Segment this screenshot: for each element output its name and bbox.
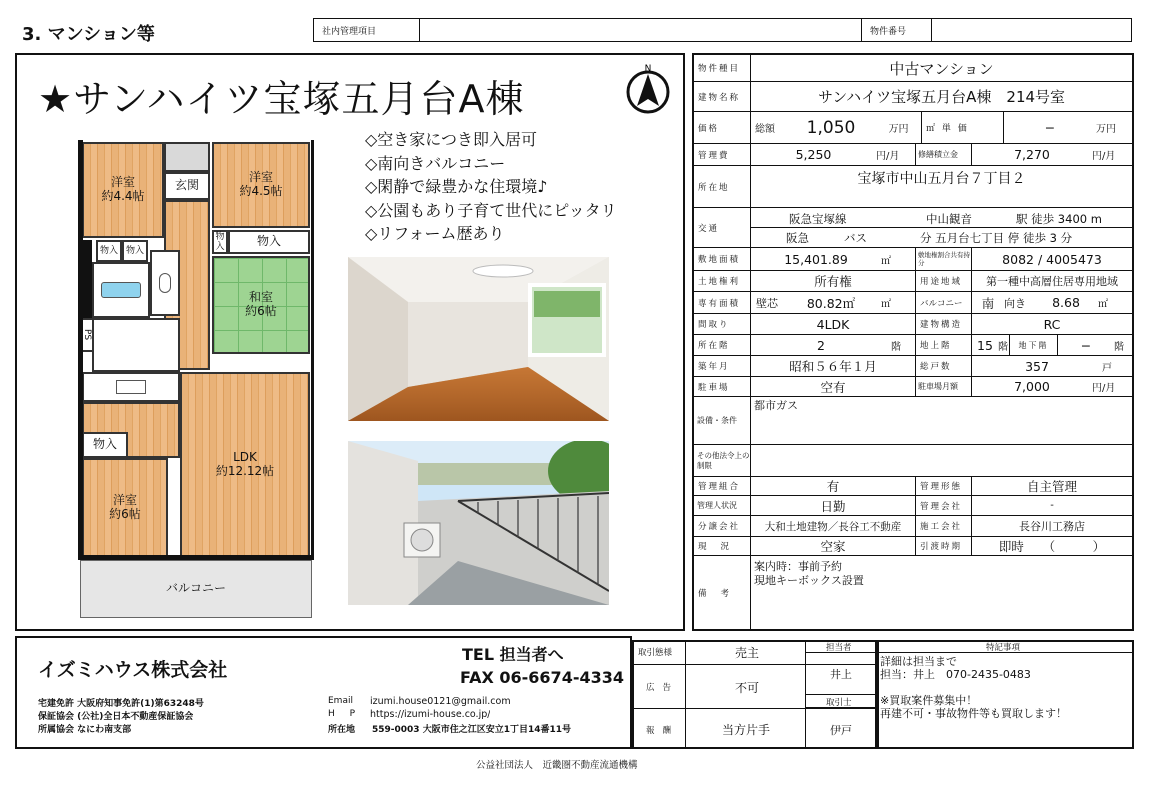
legal-label: その他法令上の制限 [694,445,751,476]
floor-area-prefix: 壁芯 [756,296,778,310]
zoning-value: 第一種中高層住居専用地域 [986,275,1118,288]
site-area-label: 敷地面積 [694,248,751,270]
association-text: 所属協会 なにわ南支部 [38,725,132,735]
status-label: 現況 [694,537,751,555]
above-label: 地上階 [916,335,972,355]
facility-value: 都市ガス [754,399,798,412]
balcony: バルコニー [80,560,312,618]
units-label: 総戸数 [916,356,972,376]
company-name: イズミハウス株式会社 [38,659,228,681]
row-address [694,166,1132,208]
price-unit: 万円 [876,112,922,143]
deal-divider-2 [632,708,877,709]
remarks-line2: 現地キーボックス設置 [754,574,864,587]
mgmt-fee-value: 5,250 [795,147,832,162]
row-remarks [694,556,1132,629]
transport1-line: 阪急宝塚線 [789,212,847,226]
storage-left: 物入 [82,432,128,458]
highlight-item: ◇公園もあり子育て世代にピッタリ [365,200,617,220]
site-area-unit: ㎡ [881,248,916,270]
room-western-3: 洋室 約6帖 [82,458,168,558]
below-value: − [1080,337,1092,353]
above-value: 15 [977,337,993,353]
deal-vline-1 [685,640,686,749]
room-western-2: 洋室 約4.5帖 [212,142,310,228]
property-no-value [932,19,1131,41]
structure-label: 建物構造 [916,314,972,334]
repair-fund-value: 7,270 [1014,147,1050,162]
property-table [692,53,1134,631]
balcony-value: 8.68 [1052,295,1080,310]
entrance: 玄関 [164,172,210,200]
layout-label: 間取り [694,314,751,334]
listing-title: ★サンハイツ宝塚五月台A棟 [38,77,525,121]
row-legal [694,445,1132,477]
union-value: 有 [751,477,916,495]
address-label: 所在地 [694,166,751,207]
mgmt-fee-label: 管理費 [694,144,751,165]
above-unit: 階 [998,335,1010,355]
row-fees [694,144,1132,166]
row-floor-area [694,292,1132,314]
ad-label: 広告 [646,683,680,693]
email-label: Email [328,696,353,706]
addr-label: 所在地 [328,725,356,735]
row-manager [694,496,1132,516]
balcony-label: バルコニー [916,292,972,313]
type-label: 物件種目 [694,55,751,81]
zoning-label: 用途地域 [916,271,972,291]
facility-label: 設備・条件 [694,397,751,444]
license-text: 宅建免許 大阪府知事免許(1)第63248号 [38,699,204,709]
price-value: 1,050 [806,117,856,138]
ad-value: 不可 [735,681,760,695]
interior-photo [348,257,609,421]
unit-price-value: − [1044,120,1056,135]
section-title: 3. マンション等 [22,24,155,45]
units-unit: 戸 [1102,362,1112,374]
bottom-caption: 公益社団法人 近畿圏不動産流通機構 [476,760,638,771]
notes-line4: 再建不可・事故物件等も買取します！ [880,707,1067,720]
balcony-dir-word: 向き [1004,296,1026,310]
share-value: 8082 / 4005473 [1002,251,1102,267]
transport2-bus: バス [844,231,867,245]
mgmt-type-label: 管理形態 [916,477,972,495]
storage-small-1: 物入 [96,240,122,262]
email-link[interactable]: izumi.house0121@gmail.com [370,696,511,707]
share-label: 敷地権割合共有持分 [916,248,972,270]
mgmt-type-value: 自主管理 [1026,479,1077,494]
address-value: 宝塚市中山五月台７丁目２ [857,171,1026,187]
seller-value: 大和土地建物／長谷工不動産 [751,516,916,536]
row-parking [694,377,1132,397]
floor-area-label: 専有面積 [694,292,751,313]
highlight-item: ◇空き家につき即入居可 [365,130,537,149]
name-label: 建物名称 [694,82,751,111]
fee-label: 報酬 [646,726,680,736]
mgmt-company-label: 管理会社 [916,496,972,515]
floor-area-unit: ㎡ [881,292,916,313]
land-right-label: 土地権利 [694,271,751,291]
mgmt-fee-unit: 円/月 [876,144,916,165]
addr-value: 559-0003 大阪市住之江区安立1丁目14番11号 [372,725,572,735]
row-status [694,537,1132,556]
dealer-divider-top [805,694,877,695]
hp-label: H P [328,709,362,719]
highlight-item: ◇リフォーム歴あり [365,224,505,243]
highlight-item: ◇閑静で緑豊かな住環境♪ [365,177,548,196]
compass-icon [625,62,671,114]
built-value: 昭和５６年１月 [751,356,916,376]
remarks-label: 備考 [694,556,751,629]
status-value: 空家 [751,537,916,555]
row-layout [694,314,1132,335]
transport-divider [751,227,1132,228]
manager-value: 日勤 [751,496,916,515]
dealer-value: 伊戸 [830,724,852,737]
floor-plan-outline [78,140,314,560]
floor-label: 所在階 [694,335,751,355]
row-price [694,112,1132,144]
deal-value: 売主 [735,646,760,660]
storage-small-2: 物入 [122,240,148,262]
builder-label: 施工会社 [916,516,972,536]
below-unit: 階 [1114,341,1124,353]
manager-label: 管理人状況 [694,496,751,515]
floor-plan [78,140,314,622]
parking-value: 空有 [751,377,916,396]
row-site [694,248,1132,271]
property-no-label: 物件番号 [862,19,932,41]
row-land [694,271,1132,292]
name-value: サンハイツ宝塚五月台A棟 214号室 [817,88,1066,106]
balcony-photo [348,441,609,605]
notes-line3: ※買取案件募集中！ [880,694,978,707]
transport-label: 交通 [694,208,751,247]
notes-label: 特記事項 [986,643,1021,653]
ps: PS [80,318,94,352]
highlight-item: ◇南向きバルコニー [365,153,506,173]
row-facility [694,397,1132,445]
row-transport [694,208,1132,248]
transport2-line: 阪急 [786,231,809,245]
deal-divider-1 [632,664,877,665]
repair-fund-label: 修繕積立金 [916,144,972,165]
company-fax: FAX 06-6674-4334 [460,668,624,687]
notes-line2: 担当：井上 070-2435-0483 [880,668,1031,681]
transport1-walk: 駅 徒歩 3400 m [1016,212,1102,226]
price-label: 価格 [694,112,751,143]
transport1-station: 中山観音 [926,212,972,226]
repair-fund-unit: 円/月 [1092,151,1116,162]
storage-small-3: 物入 [212,230,228,254]
balcony-dir: 南 [981,295,995,311]
mgmt-value [420,19,862,41]
floor-value: 2 [817,337,825,353]
unit-price-unit: 万円 [1096,124,1116,135]
storage-top: 物入 [228,230,310,254]
handover-label: 引渡時期 [916,537,972,555]
row-union [694,477,1132,496]
hp-link[interactable]: https://izumi-house.co.jp/ [370,709,491,720]
remarks-line1: 案内時：事前予約 [754,560,842,573]
ldk: LDK 約12.12帖 [180,372,310,558]
price-total-label: 総額 [755,124,775,135]
row-floor [694,335,1132,356]
row-name [694,82,1132,112]
row-seller [694,516,1132,537]
staff-value: 井上 [830,668,852,681]
fee-value: 当方片手 [722,723,771,737]
handover-value: 即時 （ ） [998,539,1106,554]
floor-area-value: 80.82㎡ [806,295,856,311]
units-value: 357 [1025,358,1049,374]
layout-value: 4LDK [751,314,916,334]
deal-label: 取引態様 [638,648,673,658]
type-value: 中古マンション [889,59,994,78]
room-western-1: 洋室 約4.4帖 [82,142,164,238]
header-grid [313,18,1132,42]
built-label: 築年月 [694,356,751,376]
balcony-unit: ㎡ [1098,299,1108,310]
mgmt-label: 社内管理項目 [314,19,420,41]
dealer-label: 取引士 [826,698,852,708]
parking-label: 駐車場 [694,377,751,396]
seller-label: 分譲会社 [694,516,751,536]
staff-label: 担当者 [826,643,852,653]
structure-value: RC [1043,316,1061,332]
transport2-stop: 分 五月台七丁目 停 徒歩 3 分 [920,231,1073,245]
mgmt-company-value: - [1050,500,1054,511]
guarantee-text: 保証協会 (公社)全日本不動産保証協会 [38,712,194,722]
notes-line1: 詳細は担当まで [880,655,957,668]
compass-letter: N [644,64,652,74]
parking-fee-label: 駐車場月額 [916,377,972,396]
union-label: 管理組合 [694,477,751,495]
parking-fee-value: 7,000 [1014,379,1050,394]
highlights-list [365,128,617,246]
builder-value: 長谷川工務店 [1019,520,1085,533]
parking-fee-unit: 円/月 [1092,383,1116,394]
room-japanese: 和室 約6帖 [212,256,310,354]
unit-price-label: ㎡ 単 価 [922,112,1004,143]
row-built [694,356,1132,377]
floor-unit: 階 [891,335,916,355]
site-area-value: 15,401.89 [784,251,848,267]
land-right-value: 所有権 [751,271,916,291]
company-tel: TEL 担当者へ [462,645,564,664]
below-label: 地下階 [1010,335,1058,355]
row-type [694,55,1132,82]
